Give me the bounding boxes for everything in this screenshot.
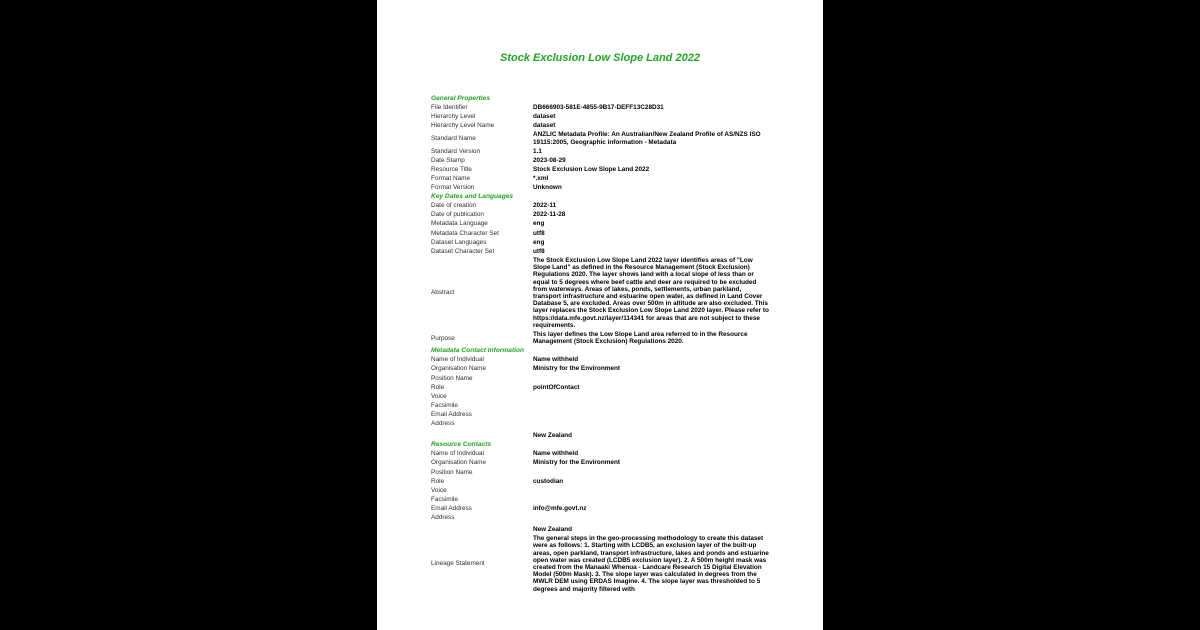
field-value: utf8: [533, 229, 545, 237]
field-value: Name withheld: [533, 450, 579, 458]
section-heading: Key Dates and Languages: [431, 193, 514, 201]
metadata-row: [431, 256, 769, 330]
field-label: Format Version: [431, 184, 475, 192]
field-label: Date of creation: [431, 202, 477, 210]
field-label: Position Name: [431, 468, 473, 476]
metadata-row: [431, 147, 769, 156]
field-value: This layer defines the Low Slope Land area referred to in the Resource Management (Stock Exclusion) Regulations 2020.: [533, 330, 748, 346]
metadata-row: [431, 458, 769, 467]
metadata-row: [431, 504, 769, 513]
field-label: Email Address: [431, 410, 472, 418]
metadata-row: [431, 156, 769, 165]
metadata-row: [431, 477, 769, 486]
field-label: Purpose: [431, 334, 455, 342]
field-label: Resource Title: [431, 165, 472, 173]
field-label: Abstract: [431, 289, 455, 297]
field-value: 2023-08-29: [533, 156, 566, 164]
field-value: Name withheld: [533, 356, 579, 364]
metadata-row: [431, 174, 769, 183]
metadata-row: [431, 165, 769, 174]
field-value: utf8: [533, 247, 545, 255]
field-value: DB666903-581E-4855-9B17-DEFF13C28D31: [533, 104, 664, 112]
field-label: Metadata Character Set: [431, 229, 499, 237]
field-value: pointOfContact: [533, 383, 580, 391]
field-value: *.xml: [533, 175, 549, 182]
metadata-row: [431, 525, 769, 534]
field-value: ANZLIC Metadata Profile: An Australian/New Zealand Profile of AS/NZS ISO 19115:2005, Geographic information - Metadata: [533, 131, 761, 146]
field-label: Dataset Character Set: [431, 247, 495, 255]
field-label: Standard Version: [431, 147, 481, 155]
metadata-row: [431, 103, 769, 112]
metadata-row: [431, 210, 769, 219]
section-heading: Resource Contacts: [431, 441, 492, 449]
field-label: Role: [431, 477, 445, 485]
field-label: Format Name: [431, 175, 471, 182]
field-label: Organisation Name: [431, 365, 487, 373]
field-value: info@mfe.govt.nz: [533, 504, 587, 512]
field-value: Ministry for the Environment: [533, 365, 620, 373]
metadata-row: [431, 495, 769, 504]
section-heading: General Properties: [431, 94, 491, 102]
field-value: eng: [533, 238, 545, 246]
metadata-row: [431, 513, 769, 522]
metadata-table: [431, 94, 769, 594]
metadata-row: [431, 229, 769, 238]
metadata-row: [431, 419, 769, 428]
metadata-row: [431, 449, 769, 458]
metadata-row: [431, 410, 769, 419]
metadata-row: [431, 330, 769, 346]
field-value: 2022-11-28: [533, 211, 566, 219]
field-value: eng: [533, 220, 545, 228]
metadata-row: [431, 121, 769, 130]
metadata-document-page: [377, 0, 823, 630]
metadata-row: [431, 130, 769, 146]
field-value: custodian: [533, 477, 564, 485]
field-label: Address: [431, 513, 455, 521]
metadata-row: [431, 401, 769, 410]
metadata-row: [431, 355, 769, 364]
field-label: Hierarchy Level Name: [431, 122, 495, 130]
field-value: dataset: [533, 113, 556, 121]
field-value: dataset: [533, 122, 556, 130]
field-label: Email Address: [431, 504, 472, 512]
field-label: Date of publication: [431, 211, 484, 219]
field-value: New Zealand: [533, 526, 573, 534]
field-label: Position Name: [431, 374, 473, 382]
metadata-row: [431, 468, 769, 477]
field-label: Voice: [431, 486, 447, 494]
metadata-row: [431, 238, 769, 247]
field-label: Facsimile: [431, 401, 458, 409]
page-title: Stock Exclusion Low Slope Land 2022: [500, 52, 700, 64]
field-label: Hierarchy Level: [431, 113, 476, 121]
metadata-row: [431, 112, 769, 121]
field-label: Lineage Statement: [431, 560, 485, 568]
metadata-row: [431, 486, 769, 495]
field-label: Metadata Language: [431, 220, 488, 228]
field-label: Dataset Languages: [431, 238, 487, 246]
field-value: Unknown: [533, 184, 562, 192]
field-label: Organisation Name: [431, 459, 487, 467]
field-value: 2022-11: [533, 202, 557, 210]
field-value: Stock Exclusion Low Slope Land 2022: [533, 165, 650, 173]
metadata-row: [431, 247, 769, 256]
field-label: Name of Individual: [431, 356, 484, 364]
metadata-row: [431, 183, 769, 192]
metadata-row: [431, 392, 769, 401]
metadata-row: [431, 383, 769, 392]
metadata-row: [431, 431, 769, 440]
field-label: File Identifier: [431, 104, 468, 112]
metadata-row: [431, 365, 769, 374]
field-value: The Stock Exclusion Low Slope Land 2022 layer identifies areas of "Low Slope Land" as defined in the Resource Management (Stock Exclusion) Regulations 2020. The layer shows land with a local slope of less than or equal to 5 degrees where beef cattle and deer are required to be excluded from waterways. Areas of lakes, ponds, settlements, urban parkland, transport infrastructure and estuarine open water, as defined in Land Cover Database 5, are excluded. Areas over 500m in altitude are also excluded. This layer replaces the Stock Exclusion Low Slope Land 2020 layer. Please refer to https://data.mfe.govt.nz/layer/114341 for areas that are not subject to these requirements.: [533, 256, 769, 329]
field-label: Standard Name: [431, 134, 476, 142]
field-label: Voice: [431, 392, 447, 400]
metadata-row: [431, 374, 769, 383]
metadata-row: [431, 201, 769, 210]
field-value: Ministry for the Environment: [533, 459, 620, 467]
field-label: Role: [431, 383, 445, 391]
field-label: Name of Individual: [431, 450, 484, 458]
field-label: Facsimile: [431, 495, 458, 503]
field-value: New Zealand: [533, 432, 573, 440]
field-label: Date Stamp: [431, 156, 465, 164]
field-value: The general steps in the geo-processing methodology to create this dataset were as follows: 1. Starting with LCDB5, an exclusion layer of the built-up areas, open parkland, transport infrastructure, lakes and ponds and estuarine open water was created (LCDB5 exclusion layer). 2. A 500m height mask was created from the Manaaki Whenua - Landcare Research 15 Digital Elevation Model (500m Mask). 3. The slope layer was calculated in degrees from the MWLR DEM using ERDAS Imagine. 4. The slope layer was thresholded to 5 degrees and majority filtered with: [533, 535, 769, 593]
field-label: Address: [431, 420, 455, 428]
field-value: 1.1: [533, 147, 542, 155]
section-heading: Metadata Contact Information: [431, 347, 525, 355]
metadata-row: [431, 534, 769, 594]
metadata-row: [431, 220, 769, 229]
